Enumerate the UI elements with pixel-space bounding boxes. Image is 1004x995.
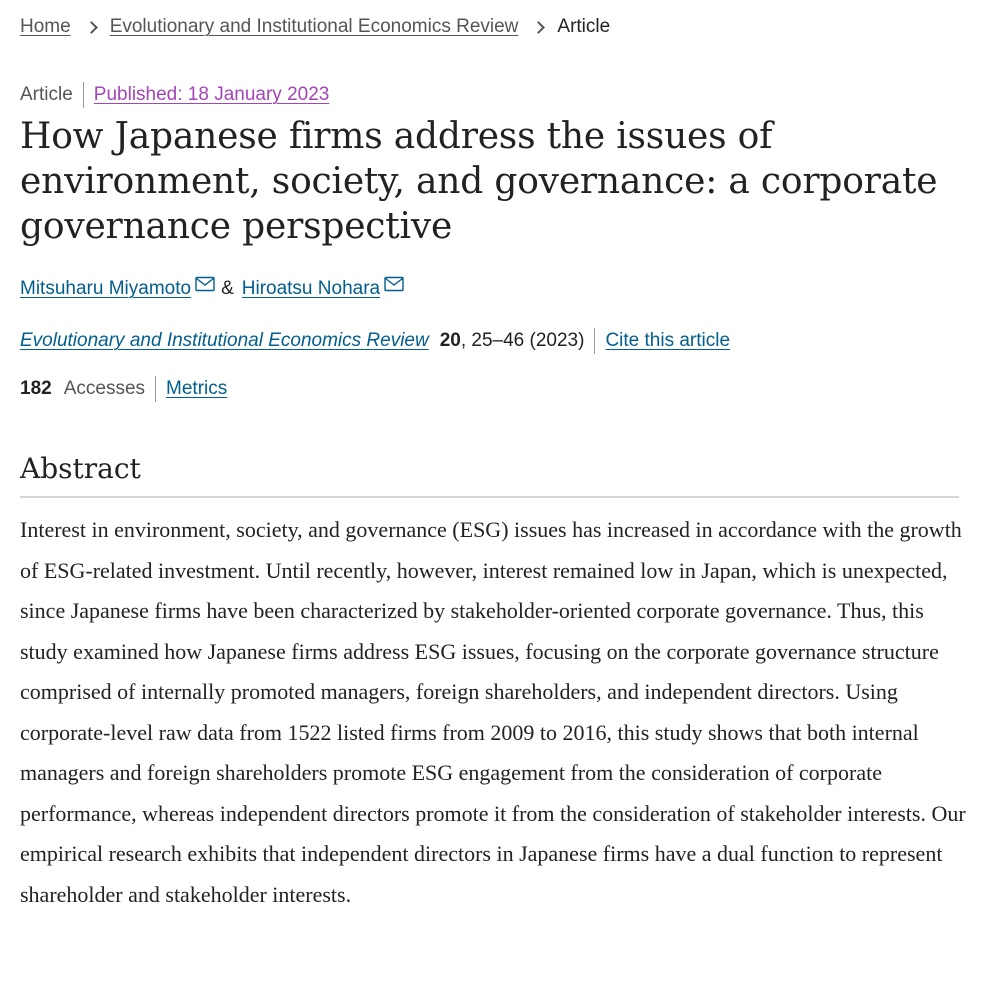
volume-number: 20 [439,330,461,351]
metrics-line [20,376,227,402]
author-list [20,276,404,302]
author-link-nohara[interactable]: Hiroatsu Nohara [241,278,381,299]
mail-icon[interactable] [195,276,215,292]
chevron-right-icon [85,21,98,34]
metrics-link[interactable]: Metrics [166,378,228,399]
cite-article-link[interactable]: Cite this article [605,330,731,351]
author-link-miyamoto[interactable]: Mitsuharu Miyamoto [20,278,192,299]
breadcrumb [20,14,610,40]
article-type: Article [20,82,84,108]
abstract-text: Interest in environment, society, and governance (ESG) issues has increased in accordance with the growth of ESG-related investment. Until recently, however, interest remained low in Japan, which is unexpected, since Japanese firms have been characterized by stakeholder-oriented corporate governance. Thus, this study examined how Japanese firms address ESG issues, focusing on the corporate governance structure comprised of internally promoted managers, foreign shareholders, and independent directors. Using corporate-level raw data from 1522 listed firms from 2009 to 2016, this study shows that both internal managers and foreign shareholders promote ESG engagement from the consideration of corporate performance, whereas independent directors promote it from the consideration of stakeholder interests. Our empirical research exhibits that independent directors in Japanese firms have a dual function to represent shareholder and stakeholder interests. [20,517,966,907]
abstract-heading: Abstract [20,452,959,498]
journal-link[interactable]: Evolutionary and Institutional Economics Review [20,330,429,351]
breadcrumb-journal-link[interactable]: Evolutionary and Institutional Economics Review [109,16,519,37]
breadcrumb-home-link[interactable]: Home [20,16,71,37]
chevron-right-icon [533,21,546,34]
citation-line [20,328,730,354]
author-separator: & [221,278,234,299]
published-date-link[interactable]: Published: 18 January 2023 [93,84,330,105]
pages-year: , 25–46 (2023) [461,328,596,354]
accesses-label: Accesses [64,376,156,402]
breadcrumb-current: Article [557,16,611,37]
article-meta [20,82,329,108]
mail-icon[interactable] [384,276,404,292]
article-title: How Japanese firms address the issues of environment, society, and governance: a corporate governance perspective [20,116,938,247]
accesses-count: 182 [20,378,52,399]
